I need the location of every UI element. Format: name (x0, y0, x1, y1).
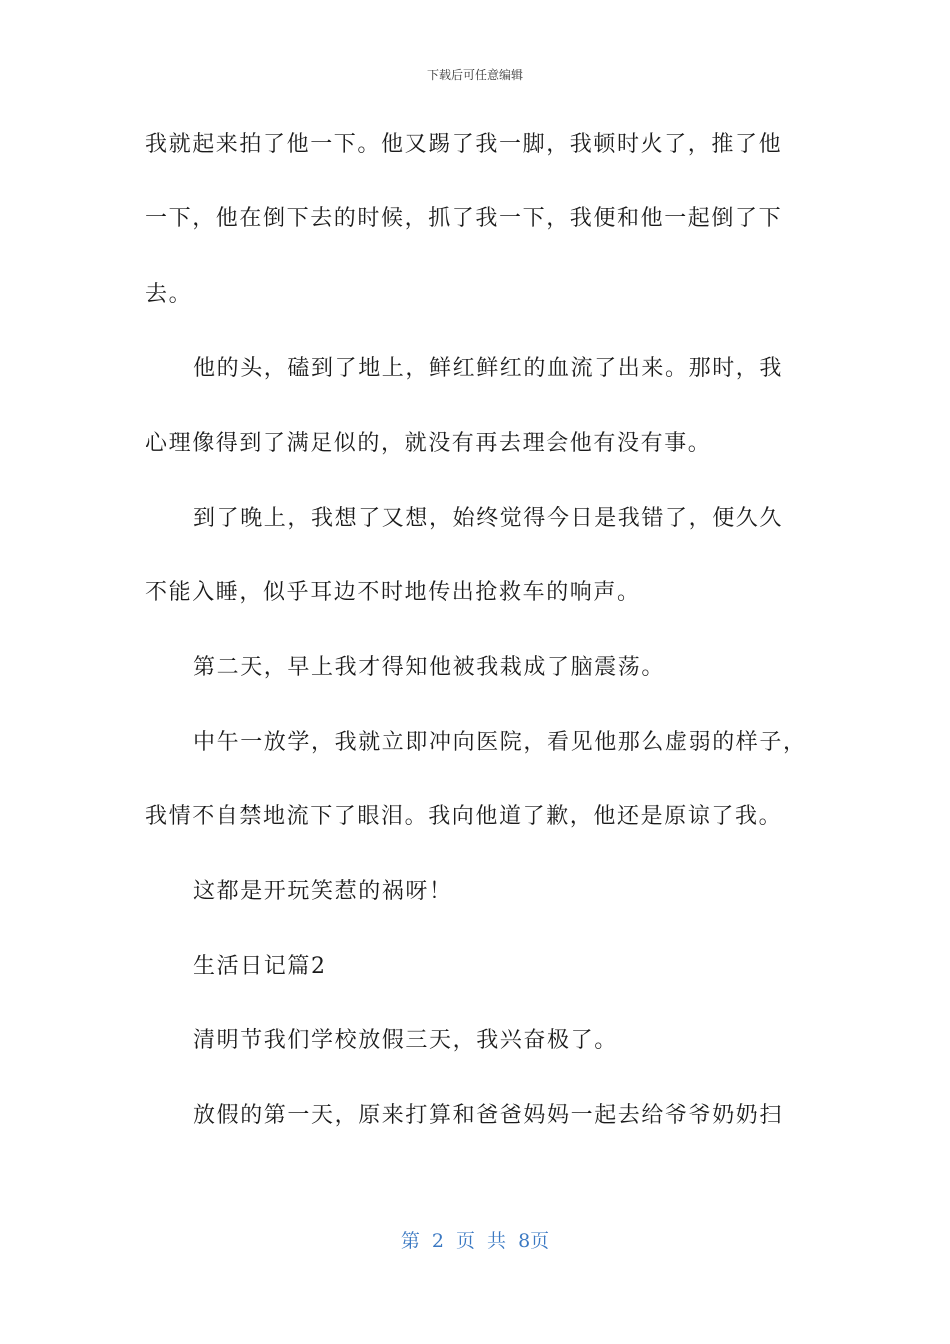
page-header: 下载后可任意编辑 (426, 68, 523, 82)
text-line: 这都是开玩笑惹的祸呀！ (193, 879, 453, 904)
text-line: 我情不自禁地流下了眼泪。我向他道了歉，他还是原谅了我。 (145, 804, 783, 829)
text-line: 我就起来拍了他一下。他又踢了我一脚，我顿时火了，推了他 (145, 132, 783, 157)
page-footer-pagination: 第 2 页 共 8页 (400, 1230, 550, 1252)
text-line: 清明节我们学校放假三天，我兴奋极了。 (193, 1028, 618, 1053)
text-line: 心理像得到了满足似的，就没有再去理会他有没有事。 (145, 431, 712, 456)
text-line: 中午一放学，我就立即冲向医院，看见他那么虚弱的样子， (193, 730, 807, 755)
text-line: 不能入睡，似乎耳边不时地传出抢救车的响声。 (145, 580, 641, 605)
text-line: 去。 (145, 282, 193, 307)
text-line: 第二天，早上我才得知他被我栽成了脑震荡。 (193, 655, 666, 680)
text-line: 一下，他在倒下去的时候，抓了我一下，我便和他一起倒了下 (145, 206, 783, 231)
text-line: 放假的第一天，原来打算和爸爸妈妈一起去给爷爷奶奶扫 (193, 1103, 784, 1128)
section-heading: 生活日记篇2 (193, 954, 327, 979)
text-line: 他的头，磕到了地上，鲜红鲜红的血流了出来。那时，我 (193, 356, 784, 381)
text-line: 到了晚上，我想了又想，始终觉得今日是我错了，便久久 (193, 506, 784, 531)
